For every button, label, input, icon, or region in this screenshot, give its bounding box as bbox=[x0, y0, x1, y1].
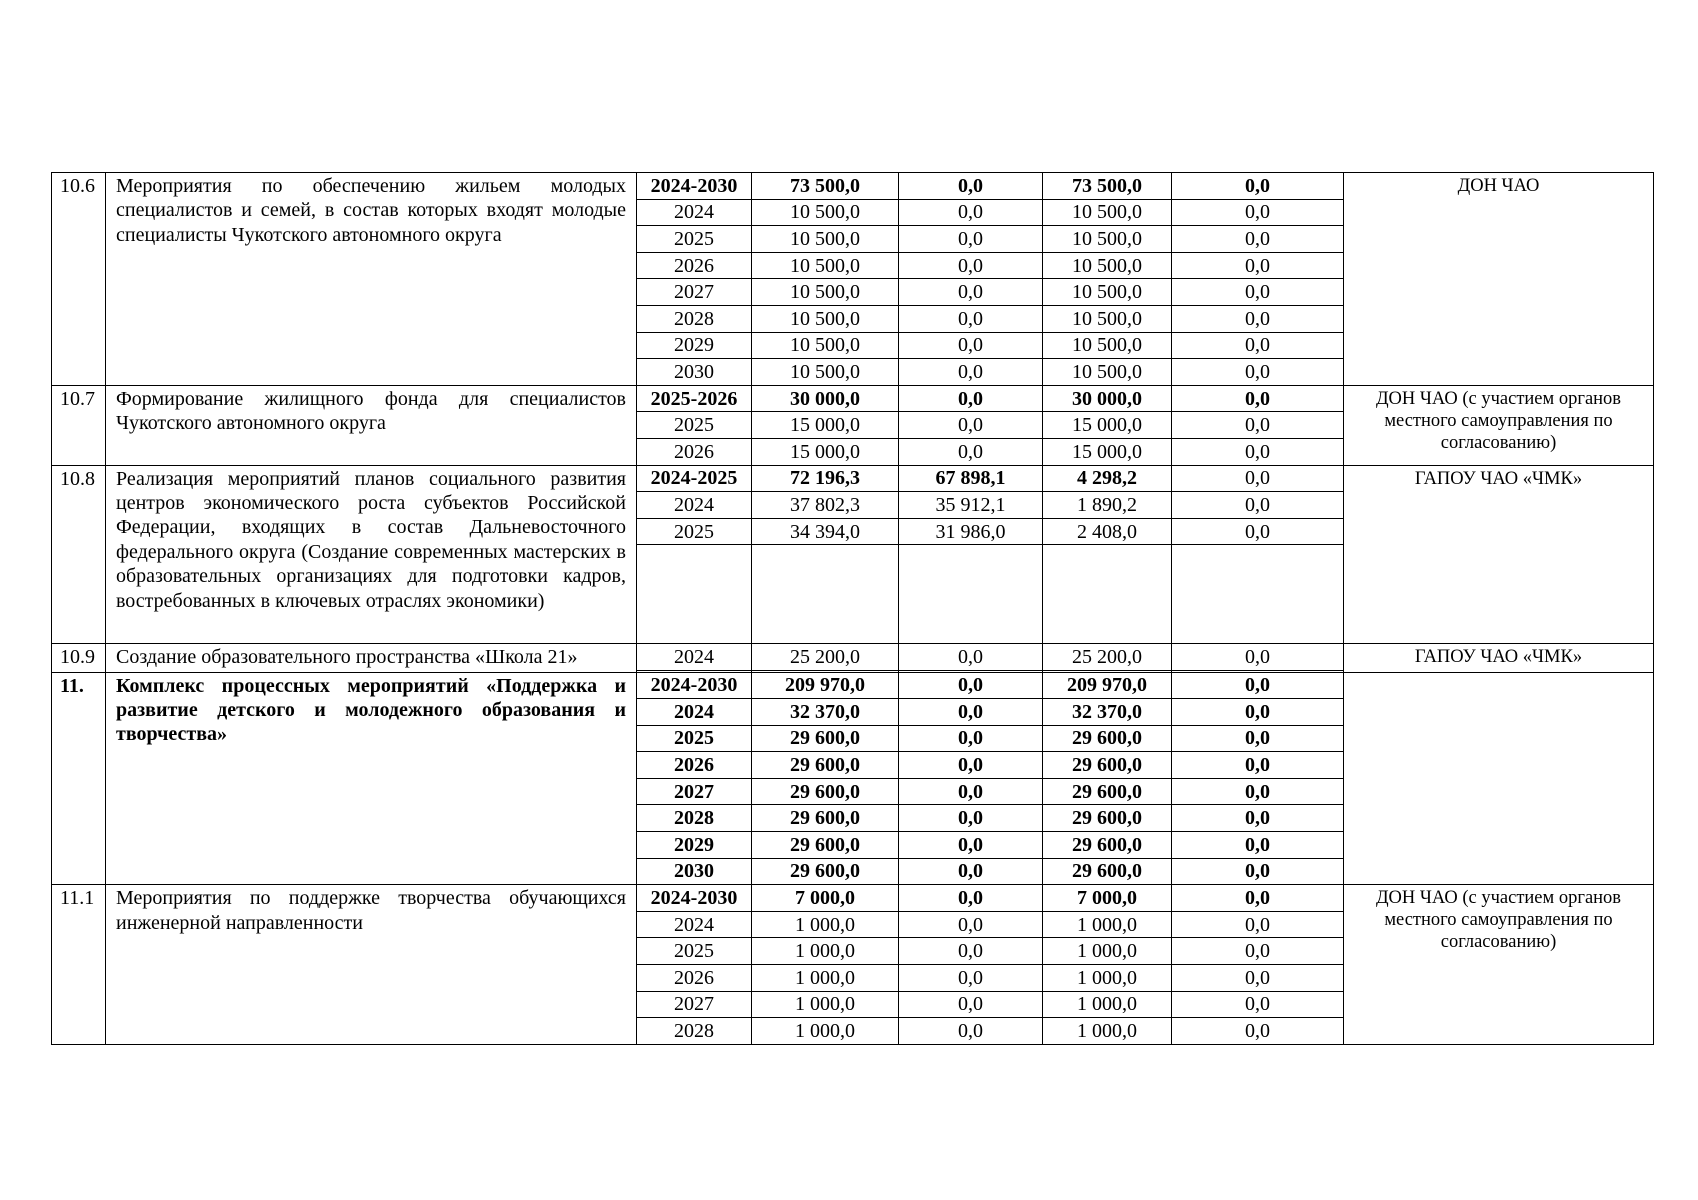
finance-other-cell: 0,0 bbox=[1172, 412, 1344, 439]
finance-federal-cell: 0,0 bbox=[899, 752, 1043, 779]
finance-total-cell: 1 000,0 bbox=[752, 911, 899, 938]
finance-total-cell: 72 196,3 bbox=[752, 465, 899, 492]
finance-federal-cell: 0,0 bbox=[899, 778, 1043, 805]
row-number: 11. bbox=[52, 672, 106, 885]
row-number: 10.9 bbox=[52, 643, 106, 672]
finance-total-cell: 29 600,0 bbox=[752, 858, 899, 885]
finance-total-cell: 1 000,0 bbox=[752, 938, 899, 965]
finance-other-cell: 0,0 bbox=[1172, 672, 1344, 699]
finance-federal-cell: 0,0 bbox=[899, 332, 1043, 359]
finance-regional-cell: 1 000,0 bbox=[1043, 1018, 1172, 1045]
finance-federal-cell: 0,0 bbox=[899, 279, 1043, 306]
finance-year-cell: 2029 bbox=[637, 332, 752, 359]
finance-year-cell: 2024 bbox=[637, 911, 752, 938]
finance-total-cell: 29 600,0 bbox=[752, 805, 899, 832]
executor: ДОН ЧАО bbox=[1344, 173, 1654, 386]
financing-table bbox=[51, 172, 1654, 1045]
finance-federal-cell: 0,0 bbox=[899, 385, 1043, 412]
finance-year-cell: 2024 bbox=[637, 492, 752, 519]
finance-year-cell: 2024-2030 bbox=[637, 885, 752, 912]
table-row bbox=[52, 672, 1654, 699]
finance-year-cell: 2026 bbox=[637, 965, 752, 992]
finance-federal-cell: 0,0 bbox=[899, 938, 1043, 965]
finance-other-cell: 0,0 bbox=[1172, 173, 1344, 200]
finance-federal-cell: 0,0 bbox=[899, 226, 1043, 253]
activity-name: Комплекс процессных мероприятий «Поддержка и развитие детского и молодежного образования и творчества» bbox=[106, 672, 637, 885]
finance-total-cell: 10 500,0 bbox=[752, 226, 899, 253]
finance-federal-cell: 0,0 bbox=[899, 805, 1043, 832]
finance-other-cell: 0,0 bbox=[1172, 965, 1344, 992]
finance-regional-cell: 10 500,0 bbox=[1043, 199, 1172, 226]
finance-year-cell: 2026 bbox=[637, 752, 752, 779]
finance-federal-cell: 0,0 bbox=[899, 699, 1043, 726]
finance-federal-cell: 0,0 bbox=[899, 438, 1043, 465]
finance-total-cell: 209 970,0 bbox=[752, 672, 899, 699]
finance-year-cell: 2026 bbox=[637, 438, 752, 465]
finance-federal-cell: 0,0 bbox=[899, 885, 1043, 912]
executor: ДОН ЧАО (с участием органов местного самоуправления по согласованию) bbox=[1344, 885, 1654, 1045]
finance-regional-cell: 15 000,0 bbox=[1043, 438, 1172, 465]
finance-total-cell: 73 500,0 bbox=[752, 173, 899, 200]
finance-other-cell: 0,0 bbox=[1172, 465, 1344, 492]
finance-regional-cell: 10 500,0 bbox=[1043, 252, 1172, 279]
finance-regional-cell: 29 600,0 bbox=[1043, 752, 1172, 779]
finance-regional-cell: 10 500,0 bbox=[1043, 279, 1172, 306]
finance-year-cell: 2028 bbox=[637, 805, 752, 832]
finance-regional-cell: 1 000,0 bbox=[1043, 965, 1172, 992]
finance-federal-cell: 0,0 bbox=[899, 252, 1043, 279]
finance-other-cell: 0,0 bbox=[1172, 1018, 1344, 1045]
finance-year-cell: 2025 bbox=[637, 412, 752, 439]
finance-federal-cell: 0,0 bbox=[899, 911, 1043, 938]
finance-year-cell: 2025 bbox=[637, 226, 752, 253]
finance-total-cell: 29 600,0 bbox=[752, 752, 899, 779]
finance-year-cell: 2030 bbox=[637, 858, 752, 885]
table-row bbox=[52, 385, 1654, 412]
finance-other-cell: 0,0 bbox=[1172, 226, 1344, 253]
finance-regional-cell: 209 970,0 bbox=[1043, 672, 1172, 699]
finance-other-cell: 0,0 bbox=[1172, 305, 1344, 332]
finance-year-cell: 2027 bbox=[637, 991, 752, 1018]
finance-total-cell: 37 802,3 bbox=[752, 492, 899, 519]
finance-regional-cell: 29 600,0 bbox=[1043, 832, 1172, 859]
finance-regional-cell: 1 890,2 bbox=[1043, 492, 1172, 519]
finance-total-cell: 32 370,0 bbox=[752, 699, 899, 726]
finance-year-cell: 2029 bbox=[637, 832, 752, 859]
row-number: 10.8 bbox=[52, 465, 106, 643]
finance-year-cell: 2025-2026 bbox=[637, 385, 752, 412]
finance-total-cell: 10 500,0 bbox=[752, 252, 899, 279]
finance-federal-cell: 0,0 bbox=[899, 1018, 1043, 1045]
executor: ГАПОУ ЧАО «ЧМК» bbox=[1344, 643, 1654, 672]
finance-other-cell: 0,0 bbox=[1172, 332, 1344, 359]
finance-other-cell: 0,0 bbox=[1172, 385, 1344, 412]
finance-federal-cell: 0,0 bbox=[899, 832, 1043, 859]
finance-other-cell: 0,0 bbox=[1172, 279, 1344, 306]
finance-federal-cell: 35 912,1 bbox=[899, 492, 1043, 519]
finance-year-cell: 2025 bbox=[637, 938, 752, 965]
finance-year-cell: 2024-2030 bbox=[637, 173, 752, 200]
finance-other-cell: 0,0 bbox=[1172, 832, 1344, 859]
finance-other-cell: 0,0 bbox=[1172, 518, 1344, 545]
row-number: 10.6 bbox=[52, 173, 106, 386]
row-number: 10.7 bbox=[52, 385, 106, 465]
finance-other-cell: 0,0 bbox=[1172, 752, 1344, 779]
executor: ГАПОУ ЧАО «ЧМК» bbox=[1344, 465, 1654, 643]
finance-total-cell: 25 200,0 bbox=[752, 643, 899, 671]
finance-federal-cell: 0,0 bbox=[899, 858, 1043, 885]
finance-federal-cell: 0,0 bbox=[899, 199, 1043, 226]
finance-other-cell: 0,0 bbox=[1172, 252, 1344, 279]
finance-regional-cell: 1 000,0 bbox=[1043, 911, 1172, 938]
finance-total-cell: 15 000,0 bbox=[752, 438, 899, 465]
finance-other-cell: 0,0 bbox=[1172, 911, 1344, 938]
finance-federal-cell: 0,0 bbox=[899, 305, 1043, 332]
finance-year-cell: 2028 bbox=[637, 1018, 752, 1045]
finance-regional-cell: 15 000,0 bbox=[1043, 412, 1172, 439]
finance-total-cell: 10 500,0 bbox=[752, 359, 899, 386]
finance-regional-cell: 1 000,0 bbox=[1043, 991, 1172, 1018]
executor bbox=[1344, 672, 1654, 885]
activity-name: Мероприятия по обеспечению жильем молодых специалистов и семей, в состав которых входят молодые специалисты Чукотского автономного округа bbox=[106, 173, 637, 386]
finance-regional-cell: 10 500,0 bbox=[1043, 359, 1172, 386]
finance-total-cell: 1 000,0 bbox=[752, 991, 899, 1018]
finance-other-cell: 0,0 bbox=[1172, 858, 1344, 885]
finance-regional-cell: 32 370,0 bbox=[1043, 699, 1172, 726]
finance-year-cell: 2024 bbox=[637, 643, 752, 671]
finance-regional-cell: 73 500,0 bbox=[1043, 173, 1172, 200]
finance-total-cell: 34 394,0 bbox=[752, 518, 899, 545]
finance-other-cell: 0,0 bbox=[1172, 643, 1344, 671]
finance-regional-cell: 29 600,0 bbox=[1043, 805, 1172, 832]
finance-regional-cell: 10 500,0 bbox=[1043, 332, 1172, 359]
activity-name: Формирование жилищного фонда для специалистов Чукотского автономного округа bbox=[106, 385, 637, 465]
finance-other-cell: 0,0 bbox=[1172, 991, 1344, 1018]
finance-other-cell: 0,0 bbox=[1172, 885, 1344, 912]
finance-other-cell: 0,0 bbox=[1172, 199, 1344, 226]
finance-regional-cell: 29 600,0 bbox=[1043, 725, 1172, 752]
finance-total-cell: 10 500,0 bbox=[752, 332, 899, 359]
finance-total-cell: 1 000,0 bbox=[752, 965, 899, 992]
finance-other-cell: 0,0 bbox=[1172, 805, 1344, 832]
finance-regional-cell: 29 600,0 bbox=[1043, 858, 1172, 885]
finance-federal-cell: 0,0 bbox=[899, 991, 1043, 1018]
finance-total-cell: 10 500,0 bbox=[752, 199, 899, 226]
finance-total-cell: 29 600,0 bbox=[752, 832, 899, 859]
finance-year-cell: 2026 bbox=[637, 252, 752, 279]
finance-year-cell: 2024 bbox=[637, 699, 752, 726]
finance-year-cell: 2025 bbox=[637, 725, 752, 752]
finance-other-cell: 0,0 bbox=[1172, 699, 1344, 726]
finance-regional-cell: 30 000,0 bbox=[1043, 385, 1172, 412]
finance-regional-cell: 2 408,0 bbox=[1043, 518, 1172, 545]
finance-federal-cell: 0,0 bbox=[899, 173, 1043, 200]
finance-total-cell: 1 000,0 bbox=[752, 1018, 899, 1045]
finance-year-cell: 2027 bbox=[637, 279, 752, 306]
finance-regional-cell: 25 200,0 bbox=[1043, 643, 1172, 671]
empty-cell bbox=[1172, 545, 1344, 644]
finance-other-cell: 0,0 bbox=[1172, 359, 1344, 386]
row-number: 11.1 bbox=[52, 885, 106, 1045]
empty-cell bbox=[1043, 545, 1172, 644]
table-row bbox=[52, 465, 1654, 492]
finance-other-cell: 0,0 bbox=[1172, 938, 1344, 965]
finance-other-cell: 0,0 bbox=[1172, 725, 1344, 752]
finance-other-cell: 0,0 bbox=[1172, 492, 1344, 519]
activity-name: Мероприятия по поддержке творчества обучающихся инженерной направленности bbox=[106, 885, 637, 1045]
finance-total-cell: 10 500,0 bbox=[752, 305, 899, 332]
empty-cell bbox=[752, 545, 899, 644]
finance-year-cell: 2024-2025 bbox=[637, 465, 752, 492]
finance-year-cell: 2028 bbox=[637, 305, 752, 332]
finance-regional-cell: 7 000,0 bbox=[1043, 885, 1172, 912]
finance-total-cell: 10 500,0 bbox=[752, 279, 899, 306]
finance-regional-cell: 4 298,2 bbox=[1043, 465, 1172, 492]
finance-federal-cell: 31 986,0 bbox=[899, 518, 1043, 545]
table-body bbox=[52, 173, 1654, 1045]
finance-federal-cell: 0,0 bbox=[899, 359, 1043, 386]
finance-total-cell: 30 000,0 bbox=[752, 385, 899, 412]
table-row bbox=[52, 885, 1654, 912]
finance-federal-cell: 0,0 bbox=[899, 672, 1043, 699]
finance-total-cell: 29 600,0 bbox=[752, 725, 899, 752]
executor: ДОН ЧАО (с участием органов местного самоуправления по согласованию) bbox=[1344, 385, 1654, 465]
table-row bbox=[52, 643, 1654, 671]
empty-cell bbox=[637, 545, 752, 644]
finance-federal-cell: 0,0 bbox=[899, 965, 1043, 992]
finance-total-cell: 29 600,0 bbox=[752, 778, 899, 805]
finance-federal-cell: 0,0 bbox=[899, 412, 1043, 439]
finance-federal-cell: 0,0 bbox=[899, 643, 1043, 671]
finance-year-cell: 2025 bbox=[637, 518, 752, 545]
finance-year-cell: 2030 bbox=[637, 359, 752, 386]
finance-regional-cell: 1 000,0 bbox=[1043, 938, 1172, 965]
empty-cell bbox=[899, 545, 1043, 644]
activity-name: Реализация мероприятий планов социального развития центров экономического роста субъектов Российской Федерации, входящих в состав Дальневосточного федерального округа (Создание современных мастерских в образовательных организациях для подготовки кадров, востребованных в ключевых отраслях экономики) bbox=[106, 465, 637, 643]
finance-total-cell: 15 000,0 bbox=[752, 412, 899, 439]
finance-regional-cell: 10 500,0 bbox=[1043, 305, 1172, 332]
finance-regional-cell: 29 600,0 bbox=[1043, 778, 1172, 805]
finance-year-cell: 2027 bbox=[637, 778, 752, 805]
finance-other-cell: 0,0 bbox=[1172, 438, 1344, 465]
finance-federal-cell: 0,0 bbox=[899, 725, 1043, 752]
finance-total-cell: 7 000,0 bbox=[752, 885, 899, 912]
table-row bbox=[52, 173, 1654, 200]
finance-regional-cell: 10 500,0 bbox=[1043, 226, 1172, 253]
finance-year-cell: 2024 bbox=[637, 199, 752, 226]
finance-other-cell: 0,0 bbox=[1172, 778, 1344, 805]
finance-federal-cell: 67 898,1 bbox=[899, 465, 1043, 492]
activity-name: Создание образовательного пространства «Школа 21» bbox=[106, 643, 637, 672]
finance-year-cell: 2024-2030 bbox=[637, 672, 752, 699]
